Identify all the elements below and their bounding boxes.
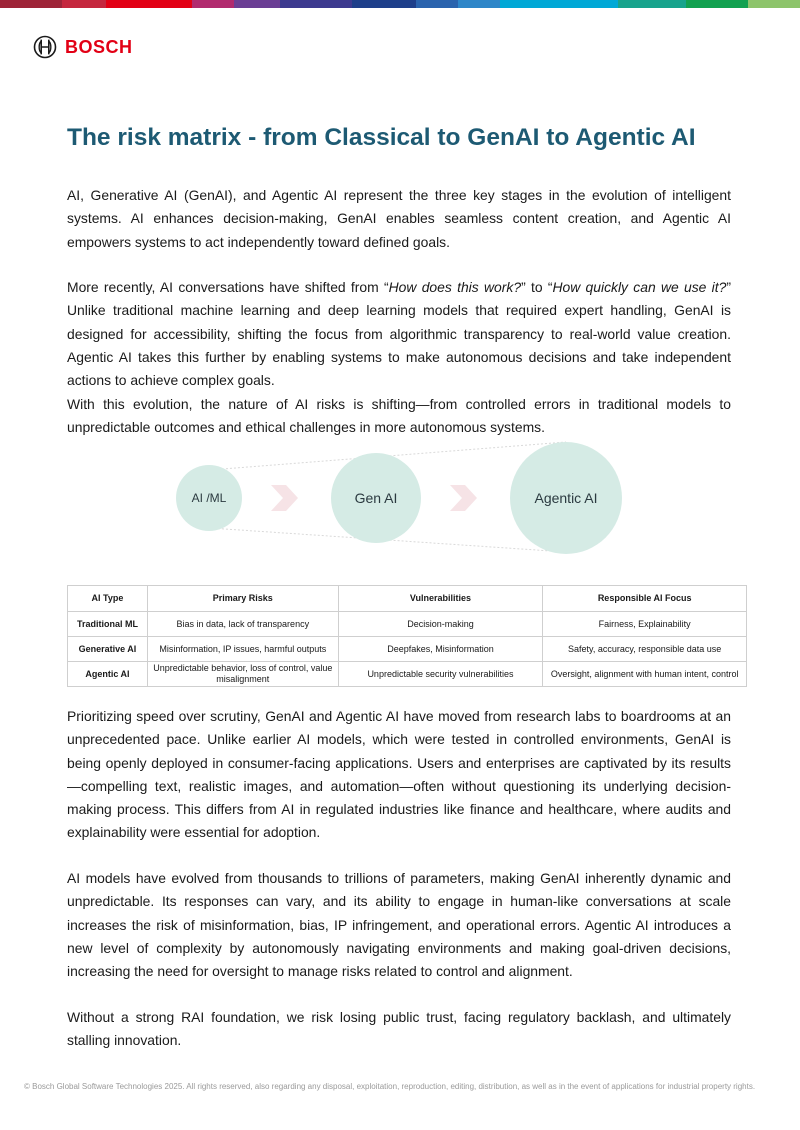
chevron-arrow-icon bbox=[271, 485, 298, 511]
chevron-arrow-icon bbox=[450, 485, 477, 511]
color-segment bbox=[686, 0, 748, 8]
color-segment bbox=[106, 0, 192, 8]
text-run: ” to “ bbox=[521, 279, 553, 295]
table-cell: Decision-making bbox=[338, 612, 543, 637]
risk-matrix-table bbox=[67, 585, 747, 687]
stage-label-agentic: Agentic AI bbox=[534, 490, 598, 506]
color-segment bbox=[458, 0, 500, 8]
text-run: ” Unlike traditional machine learning and deep learning models that required expert handling, GenAI is designed for accessibility, shifting the focus from algorithmic transparency to real-world value creation. Agentic AI takes this further by enabling systems to make autonomous decisions and take independent actions to achieve complex goals. bbox=[67, 279, 731, 389]
table-cell: Deepfakes, Misinformation bbox=[338, 637, 543, 662]
column-header: AI Type bbox=[68, 586, 148, 612]
diagram-graphic bbox=[0, 440, 800, 570]
quote-italic: How quickly can we use it? bbox=[552, 279, 727, 295]
column-header: Primary Risks bbox=[147, 586, 338, 612]
table-row bbox=[68, 612, 747, 637]
stage-label-aiml: AI /ML bbox=[191, 491, 227, 505]
table-cell: Generative AI bbox=[68, 637, 148, 662]
color-segment bbox=[352, 0, 416, 8]
evolution-paragraph: With this evolution, the nature of AI risks is shifting—from controlled errors in traditional models to unpredictable outcomes and ethical challenges in more autonomous systems. bbox=[67, 396, 731, 436]
column-header: Vulnerabilities bbox=[338, 586, 543, 612]
table-cell: Oversight, alignment with human intent, control bbox=[543, 662, 747, 687]
page-title: The risk matrix - from Classical to GenAI to Agentic AI bbox=[67, 124, 696, 151]
color-segment bbox=[500, 0, 618, 8]
copyright-footer: © Bosch Global Software Technologies 2025. All rights reserved, also regarding any disposal, exploitation, reproduction, editing, distribution, as well as in the event of applications for industrial property rights. bbox=[24, 1082, 756, 1091]
color-segment bbox=[0, 0, 62, 8]
quote-italic: How does this work? bbox=[388, 279, 522, 295]
bosch-armature-icon bbox=[33, 35, 57, 59]
table-cell: Traditional ML bbox=[68, 612, 148, 637]
column-header: Responsible AI Focus bbox=[543, 586, 747, 612]
speed-paragraph: Prioritizing speed over scrutiny, GenAI and Agentic AI have moved from research labs to boardrooms at an unprecedented pace. Unlike earlier AI models, which were tested in controlled environments, GenAI is being openly deployed in consumer-facing applications. Users and enterprises are captivated by its results—compelling text, realistic images, and automation—often without questioning its underlying decision-making process. This differs from AI in regulated industries like finance and healthcare, where audits and explainability were essential for adoption. bbox=[67, 708, 731, 841]
bosch-logo bbox=[33, 35, 133, 59]
intro-paragraph: AI, Generative AI (GenAI), and Agentic AI represent the three key stages in the evolution of intelligent systems. AI enhances decision-making, GenAI enables seamless content creation, and Agentic AI empowers systems to act independently toward defined goals. bbox=[67, 187, 731, 250]
color-segment bbox=[62, 0, 106, 8]
table-row bbox=[68, 637, 747, 662]
stage-label-genai: Gen AI bbox=[354, 490, 398, 506]
table-cell: Agentic AI bbox=[68, 662, 148, 687]
logo-text: BOSCH bbox=[65, 36, 133, 57]
table-header-row bbox=[68, 586, 747, 612]
evolution-diagram bbox=[0, 440, 800, 570]
color-segment bbox=[192, 0, 234, 8]
table-cell: Bias in data, lack of transparency bbox=[147, 612, 338, 637]
color-segment bbox=[416, 0, 458, 8]
color-segment bbox=[618, 0, 686, 8]
table-cell: Unpredictable behavior, loss of control, value misalignment bbox=[147, 662, 338, 687]
table-cell: Misinformation, IP issues, harmful outputs bbox=[147, 637, 338, 662]
shift-paragraph bbox=[67, 276, 731, 392]
color-segment bbox=[280, 0, 352, 8]
table-row bbox=[68, 662, 747, 687]
table-cell: Safety, accuracy, responsible data use bbox=[543, 637, 747, 662]
text-run: More recently, AI conversations have shifted from “ bbox=[67, 279, 389, 295]
color-segment bbox=[748, 0, 800, 8]
table-cell: Fairness, Explainability bbox=[543, 612, 747, 637]
brand-color-bar bbox=[0, 0, 800, 8]
color-segment bbox=[234, 0, 280, 8]
conclusion-paragraph: Without a strong RAI foundation, we risk losing public trust, facing regulatory backlash, and ultimately stalling innovation. bbox=[67, 1009, 731, 1049]
table-cell: Unpredictable security vulnerabilities bbox=[338, 662, 543, 687]
parameters-paragraph: AI models have evolved from thousands to trillions of parameters, making GenAI inherently dynamic and unpredictable. Its responses can vary, and its ability to engage in human-like conversations at scale increases the risk of misinformation, bias, IP infringement, and operational errors. Agentic AI introduces a new level of complexity by autonomously navigating environments and making goal-driven decisions, increasing the need for oversight to manage risks related to control and alignment. bbox=[67, 870, 731, 980]
